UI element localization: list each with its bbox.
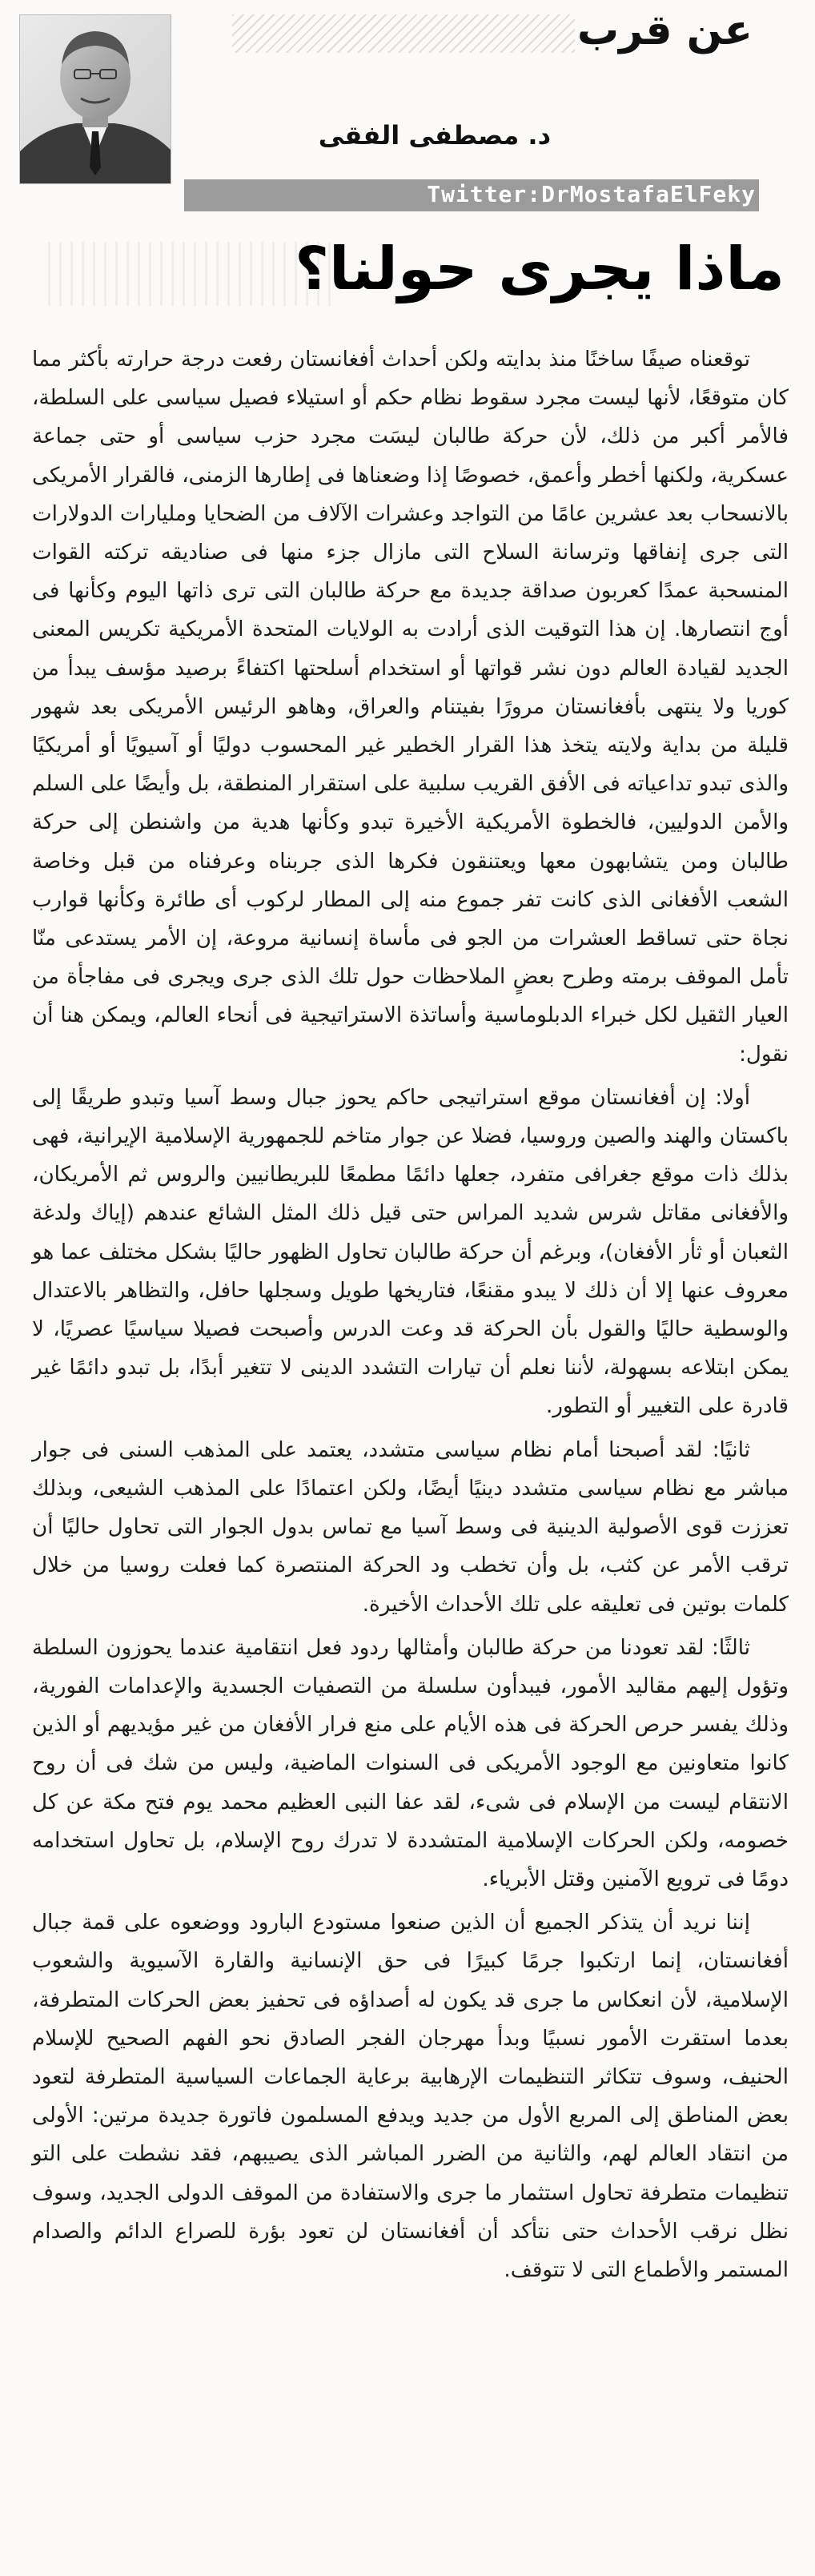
article-paragraph-first-point: أولا: إن أفغانستان موقع استراتيجى حاكم يحوز جبال وسط آسيا وتبدو طريقًا إلى باكستان والهند والصين وروسيا، فضلا عن جوار متاخم للجمهورية الإسلامية الإيرانية، فهى بذلك ذات موقع جغرافى متفرد، جعلها دائمًا مطمعًا للبريطانيين والروس ثم الأمريكان، والأفغانى مقاتل شرس شديد المراس حتى قيل ذلك المثل الشائع عندهم (إياك ولدغة الثعبان أو ثأر الأفغان)، وبرغم أن حركة طالبان تحاول الظهور حاليًا بشكل مختلف عما هو معروف عنها إلا أن ذلك لا يبدو مقنعًا، فتاريخها طويل وسجلها حافل، والتظاهر بالاعتدال والوسطية حاليًا والقول بأن الحركة قد وعت الدرس وأصبحت فصيلا سياسيًا عصريًا، لا يمكن ابتلاعه بسهولة، لأننا نعلم أن تيارات التشدد الدينى لا تتغير أبدًا، بل تبدو دائمًا غير قادرة على التغيير أو التطور. (32, 1085, 789, 1419)
author-name: د. مصطفى الفقى (318, 120, 551, 151)
article-paragraph-second-point: ثانيًا: لقد أصبحنا أمام نظام سياسى متشدد، يعتمد على المذهب السنى فى جوار مباشر مع نظام سياسى متشدد دينيًا أيضًا، ولكن اعتمادًا على المذهب الشيعى، وبذلك تعززت قوى الأصولية الدينية فى وسط آسيا مع تماس بدول الجوار التى تحاول حاليًا أن ترقب الأمر عن كثب، بل وأن تخطب ود الحركة المنتصرة كما فعلت روسيا من خلال كلمات بوتين فى تعليقه على تلك الأحداث الأخيرة. (32, 1437, 789, 1617)
author-portrait-image (20, 15, 171, 183)
article-paragraph-conclusion: إننا نريد أن يتذكر الجميع أن الذين صنعوا مستودع البارود ووضعوه على قمة جبال أفغانستان، إنما ارتكبوا جرمًا كبيرًا فى حق الإنسانية والقارة الآسيوية والشعوب الإسلامية، لأن انعكاس ما جرى قد يكون له أصداؤه فى تحفيز بعض الحركات المتطرفة، بعدما استقرت الأمور نسبيًا وبدأ مهرجان الفجر الصادق نحو الفهم الصحيح للإسلام الحنيف، وسوف تتكاثر التنظيمات الإرهابية برعاية الجماعات السياسية المتطرفة لتعود بعض المناطق إلى المربع الأول من جديد ويدفع المسلمون فاتورة جديدة مرتين: الأولى من انتقاد العالم لهم، والثانية من الضرر المباشر الذى يصيبهم، فقد نشطت على التو تنظيمات متطرفة تحاول استثمار ما جرى والاستفادة من الموقف الدولى الجديد، وسوف نظل نرقب الأحداث حتى نتأكد أن أفغانستان لن تعود بؤرة للصراع الدائم والصدام المستمر والأطماع التى لا تتوقف. (32, 1911, 789, 2282)
header-hatch-decoration (232, 14, 575, 53)
article-paragraph-third-point: ثالثًا: لقد تعودنا من حركة طالبان وأمثالها ردود فعل انتقامية عندما يحوزون السلطة وتؤول إليهم مقاليد الأمور، فيبدأون سلسلة من التصفيات الجسدية والإعدامات الفورية، وذلك يفسر حرص الحركة فى هذه الأيام على منع فرار الأفغان من غير مؤيديهم أو الذين كانوا متعاونين مع الوجود الأمريكى فى السنوات الماضية، وليس من شك فى أن روح الانتقام ليست من الإسلام فى شىء، لقد عفا النبى العظيم محمد يوم فتح مكة عن كل خصومه، ولكن الحركات الإسلامية المتشددة لا تدرك روح الإسلام، بل تحاول استخدامه دومًا فى ترويع الآمنين وقتل الأبرياء. (32, 1635, 789, 1891)
twitter-handle: Twitter:DrMostafaElFeky (427, 181, 756, 207)
article-body (32, 340, 789, 2289)
author-photo (19, 14, 171, 184)
article-paragraph-intro: توقعناه صيفًا ساخنًا منذ بدايته ولكن أحداث أفغانستان رفعت درجة حرارته بأكثر مما كان متوقعًا، لأنها ليست مجرد سقوط نظام حكم أو استيلاء فصيل سياسى على السلطة، فالأمر أكبر من ذلك، لأن حركة طالبان ليسَت مجرد حزب سياسى أو حتى جماعة عسكرية، ولكنها أخطر وأعمق، خصوصًا إذا وضعناها فى إطارها الزمنى، فالقرار الأمريكى بالانسحاب بعد عشرين عامًا من التواجد وعشرات الآلاف من الضحايا ومليارات الدولارات التى جرى إنفاقها وترسانة السلاح التى مازال جزء منها فى صناديقه تركته القوات المنسحبة عمدًا كعربون صداقة جديدة مع حركة طالبان التى ترى ذاتها اليوم وكأنها فى أوج انتصارها. إن هذا التوقيت الذى أرادت به الولايات المتحدة الأمريكية تكريس المعنى الجديد لقيادة العالم دون نشر قواتها أو استخدام أسلحتها اكتفاءً برصيد مؤسف يبدأ من كوريا ولا ينتهى بأفغانستان مرورًا بفيتنام والعراق، وهاهو الرئيس الأمريكى بعد شهور قليلة من بداية ولايته يتخذ هذا القرار الخطير غير المحسوب دوليًا أو آسيويًا أو أمريكيًا والذى تبدو تداعياته فى الأفق القريب سلبية على استقرار المنطقة، بل وأيضًا على السلم والأمن الدوليين، فالخطوة الأمريكية الأخيرة تبدو وكأنها هدية من واشنطن إلى حركة طالبان ومن يتشابهون معها ويعتنقون فكرها الذى جربناه وعرفناه من قبل وخاصة الشعب الأفغانى الذى كانت تفر جموع منه إلى المطار لركوب أى طائرة وكأنها قوارب نجاة حتى تساقط العشرات من الجو فى مأساة إنسانية مروعة، إن الأمر يستدعى منّا تأمل الموقف برمته وطرح بعضٍ الملاحظات حول تلك الذى جرى ويجرى فى مفاجأة من العيار الثقيل لكل خبراء الدبلوماسية وأساتذة الاستراتيجية فى أنحاء العالم، ويمكن هنا أن نقول: (32, 348, 789, 1067)
article-headline: ماذا يجرى حولنا؟ (295, 235, 785, 303)
headline-band (32, 234, 785, 314)
column-title: عن قرب (576, 6, 753, 54)
column-header (0, 0, 815, 216)
faded-background-text (48, 242, 336, 306)
